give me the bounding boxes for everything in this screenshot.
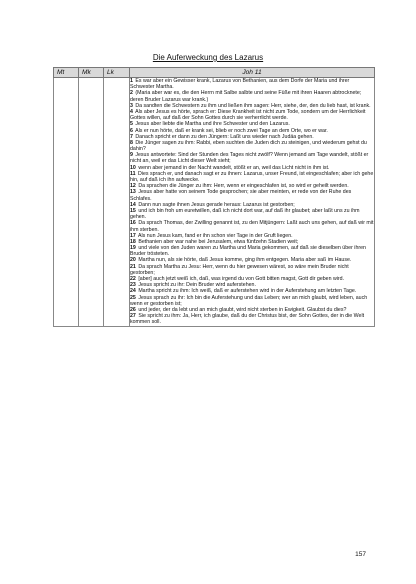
verse-text: und jeder, der da lebt und an mich glaubt, wird nicht sterben in Ewigkeit. Glaubst du dies? [138,306,347,313]
verse-text: Als er nun hörte, daß er krank sei, blieb er noch zwei Tage an dem Orte, wo er war. [135,127,328,134]
verse-text: und ich bin froh um euretwillen, daß ich nicht dort war, auf daß ihr glaubet; aber laßt uns zu ihm gehen. [130,207,360,221]
verse-number: 1 [130,78,133,84]
verse-number: 17 [130,232,136,239]
verse-text: Bethanien aber war nahe bei Jerusalem, etwa fünfzehn Stadien weit; [138,238,299,245]
verse-number: 10 [130,164,136,171]
verse-text: wenn aber jemand in der Nacht wandelt, stößt er an, weil das Licht nicht in ihm ist. [138,164,330,171]
verse-number: 2 [130,90,133,97]
page-number: 157 [355,551,366,558]
verse-number: 16 [130,220,136,227]
verse-text: Da sprach Thomas, der Zwilling genannt ist, zu den Mitjüngern: Laßt auch uns gehen, auf daß wir mit ihm sterben. [130,220,374,233]
verse-number: 24 [130,288,136,295]
verse-text: Als nun Jesus kam, fand er ihn schon vier Tage in der Gruft liegen. [138,232,293,239]
verse-text: Die Jünger sagen zu ihm: Rabbi, eben suchten die Juden dich zu steinigen, und wiederum gehst du dahin? [130,139,367,153]
mk-cell [79,78,104,327]
verse-text: Es war aber ein Gewisser krank, Lazarus von Bethanien, aus dem Dorfe der Maria und ihrer Schwester Martha. [130,78,350,91]
joh-text-cell [130,78,375,327]
verse-text: Da sandten die Schwestern zu ihm und ließen ihm sagen: Herr, siehe, der, den du lieb hast, ist krank. [135,102,371,109]
verse-text: Da sprachen die Jünger zu ihm: Herr, wenn er eingeschlafen ist, so wird er geheilt werden. [138,183,349,190]
verse-text: [aber] auch jetzt weiß ich, daß, was irgend du von Gott bitten magst, Gott dir geben wird. [138,276,345,282]
column-header-joh: Joh 11 [130,68,375,78]
verse-text: Jesus aber hatte von seinem Tode gesprochen; sie aber meinten, er rede von der Ruhe des Schlafes. [130,189,352,202]
verse-text: und viele von den Juden waren zu Martha und Maria gekommen, auf daß sie dieselben über ihren Bruder trösteten. [130,245,366,258]
page-title: Die Auferweckung des Lazarus [152,53,264,62]
verse-number: 6 [130,127,133,134]
verse-text: Jesus spricht zu ihr: Dein Bruder wird auferstehen. [138,282,256,289]
verse [130,90,374,102]
verse-number: 26 [130,306,136,313]
column-header-mt: Mt [54,68,79,78]
verse-number: 19 [130,245,136,252]
verse-number: 18 [130,238,136,245]
gospel-synopsis-table [53,67,375,327]
verse-number: 25 [130,294,136,301]
verse-number: 8 [130,139,133,146]
verse-number: 20 [130,257,136,264]
verse-number: 22 [130,276,136,282]
verse-text: Jesus antwortete: Sind der Stunden des Tages nicht zwölf? Wenn jemand am Tage wandelt, stößt er nicht an, weil er das Licht dieser Welt sieht; [130,152,369,165]
verse [130,78,374,90]
verse [130,189,374,201]
verse-text: Danach spricht er dann zu den Jüngern: Laßt uns wieder nach Judäa gehen. [135,133,314,140]
verse-text: Martha nun, als sie hörte, daß Jesus komme, ging ihm entgegen. Maria aber saß im Hause. [138,257,352,264]
verse-number: 15 [130,207,136,214]
verse-text: Jesus aber liebte die Martha und ihre Schwester und den Lazarus. [135,121,290,128]
verse-number: 27 [130,313,136,320]
verse-number: 3 [130,102,133,109]
verse [130,152,374,164]
lk-cell [104,78,130,327]
verse [130,313,374,325]
verse-number: 14 [130,201,136,208]
verse [130,220,374,232]
verse-text: (Maria aber war es, die den Herrn mit Salbe salbte und seine Füße mit ihren Haaren abtrocknete; deren Bruder Lazarus war krank.) [130,90,362,103]
column-header-mk: Mk [79,68,104,78]
verse-text: Dann nun sagte ihnen Jesus gerade heraus: Lazarus ist gestorben; [138,201,295,208]
verse-number: 13 [130,189,136,196]
verse-text: Dies sprach er, und danach sagt er zu ihnen: Lazarus, unser Freund, ist eingeschlafen; aber ich gehe hin, auf daß ich ihn aufwecke. [130,170,374,183]
verse [130,208,374,220]
verse-number: 9 [130,152,133,159]
verse-text: Jesus sprach zu ihr: Ich bin die Auferstehung und das Leben; wer an mich glaubt, wird leben, auch wenn er gestorben ist; [130,294,368,307]
verse [130,109,374,121]
verse-number: 12 [130,183,136,190]
verse-text: Da sprach Martha zu Jesu: Herr, wenn du hier gewesen wärest, so wäre mein Bruder nicht gestorben; [130,263,349,276]
verse-number: 23 [130,282,136,289]
verse [130,264,374,276]
verse-text: Sie spricht zu ihm: Ja, Herr, ich glaube, daß du der Christus bist, der Sohn Gottes, der in die Welt kommen soll. [130,313,365,326]
verse-number: 4 [130,108,133,115]
verse-text: Als aber Jesus es hörte, sprach er: Diese Krankheit ist nicht zum Tode, sondern um der Herrlichkeit Gottes willen, auf daß der Sohn Gottes durch sie verherrlicht werde. [130,108,366,122]
verse-number: 5 [130,121,133,128]
verse-number: 21 [130,263,136,270]
verse [130,295,374,307]
column-header-lk: Lk [104,68,130,78]
mt-cell [54,78,79,327]
verse-number: 11 [130,170,136,177]
verse [130,245,374,257]
verse-number: 7 [130,133,133,140]
verse-text: Martha spricht zu ihm: Ich weiß, daß er auferstehen wird in der Auferstehung am letzten Tage. [138,288,357,295]
table-row [54,78,375,327]
verse [130,171,374,183]
table-header-row [54,68,375,78]
verse [130,140,374,152]
